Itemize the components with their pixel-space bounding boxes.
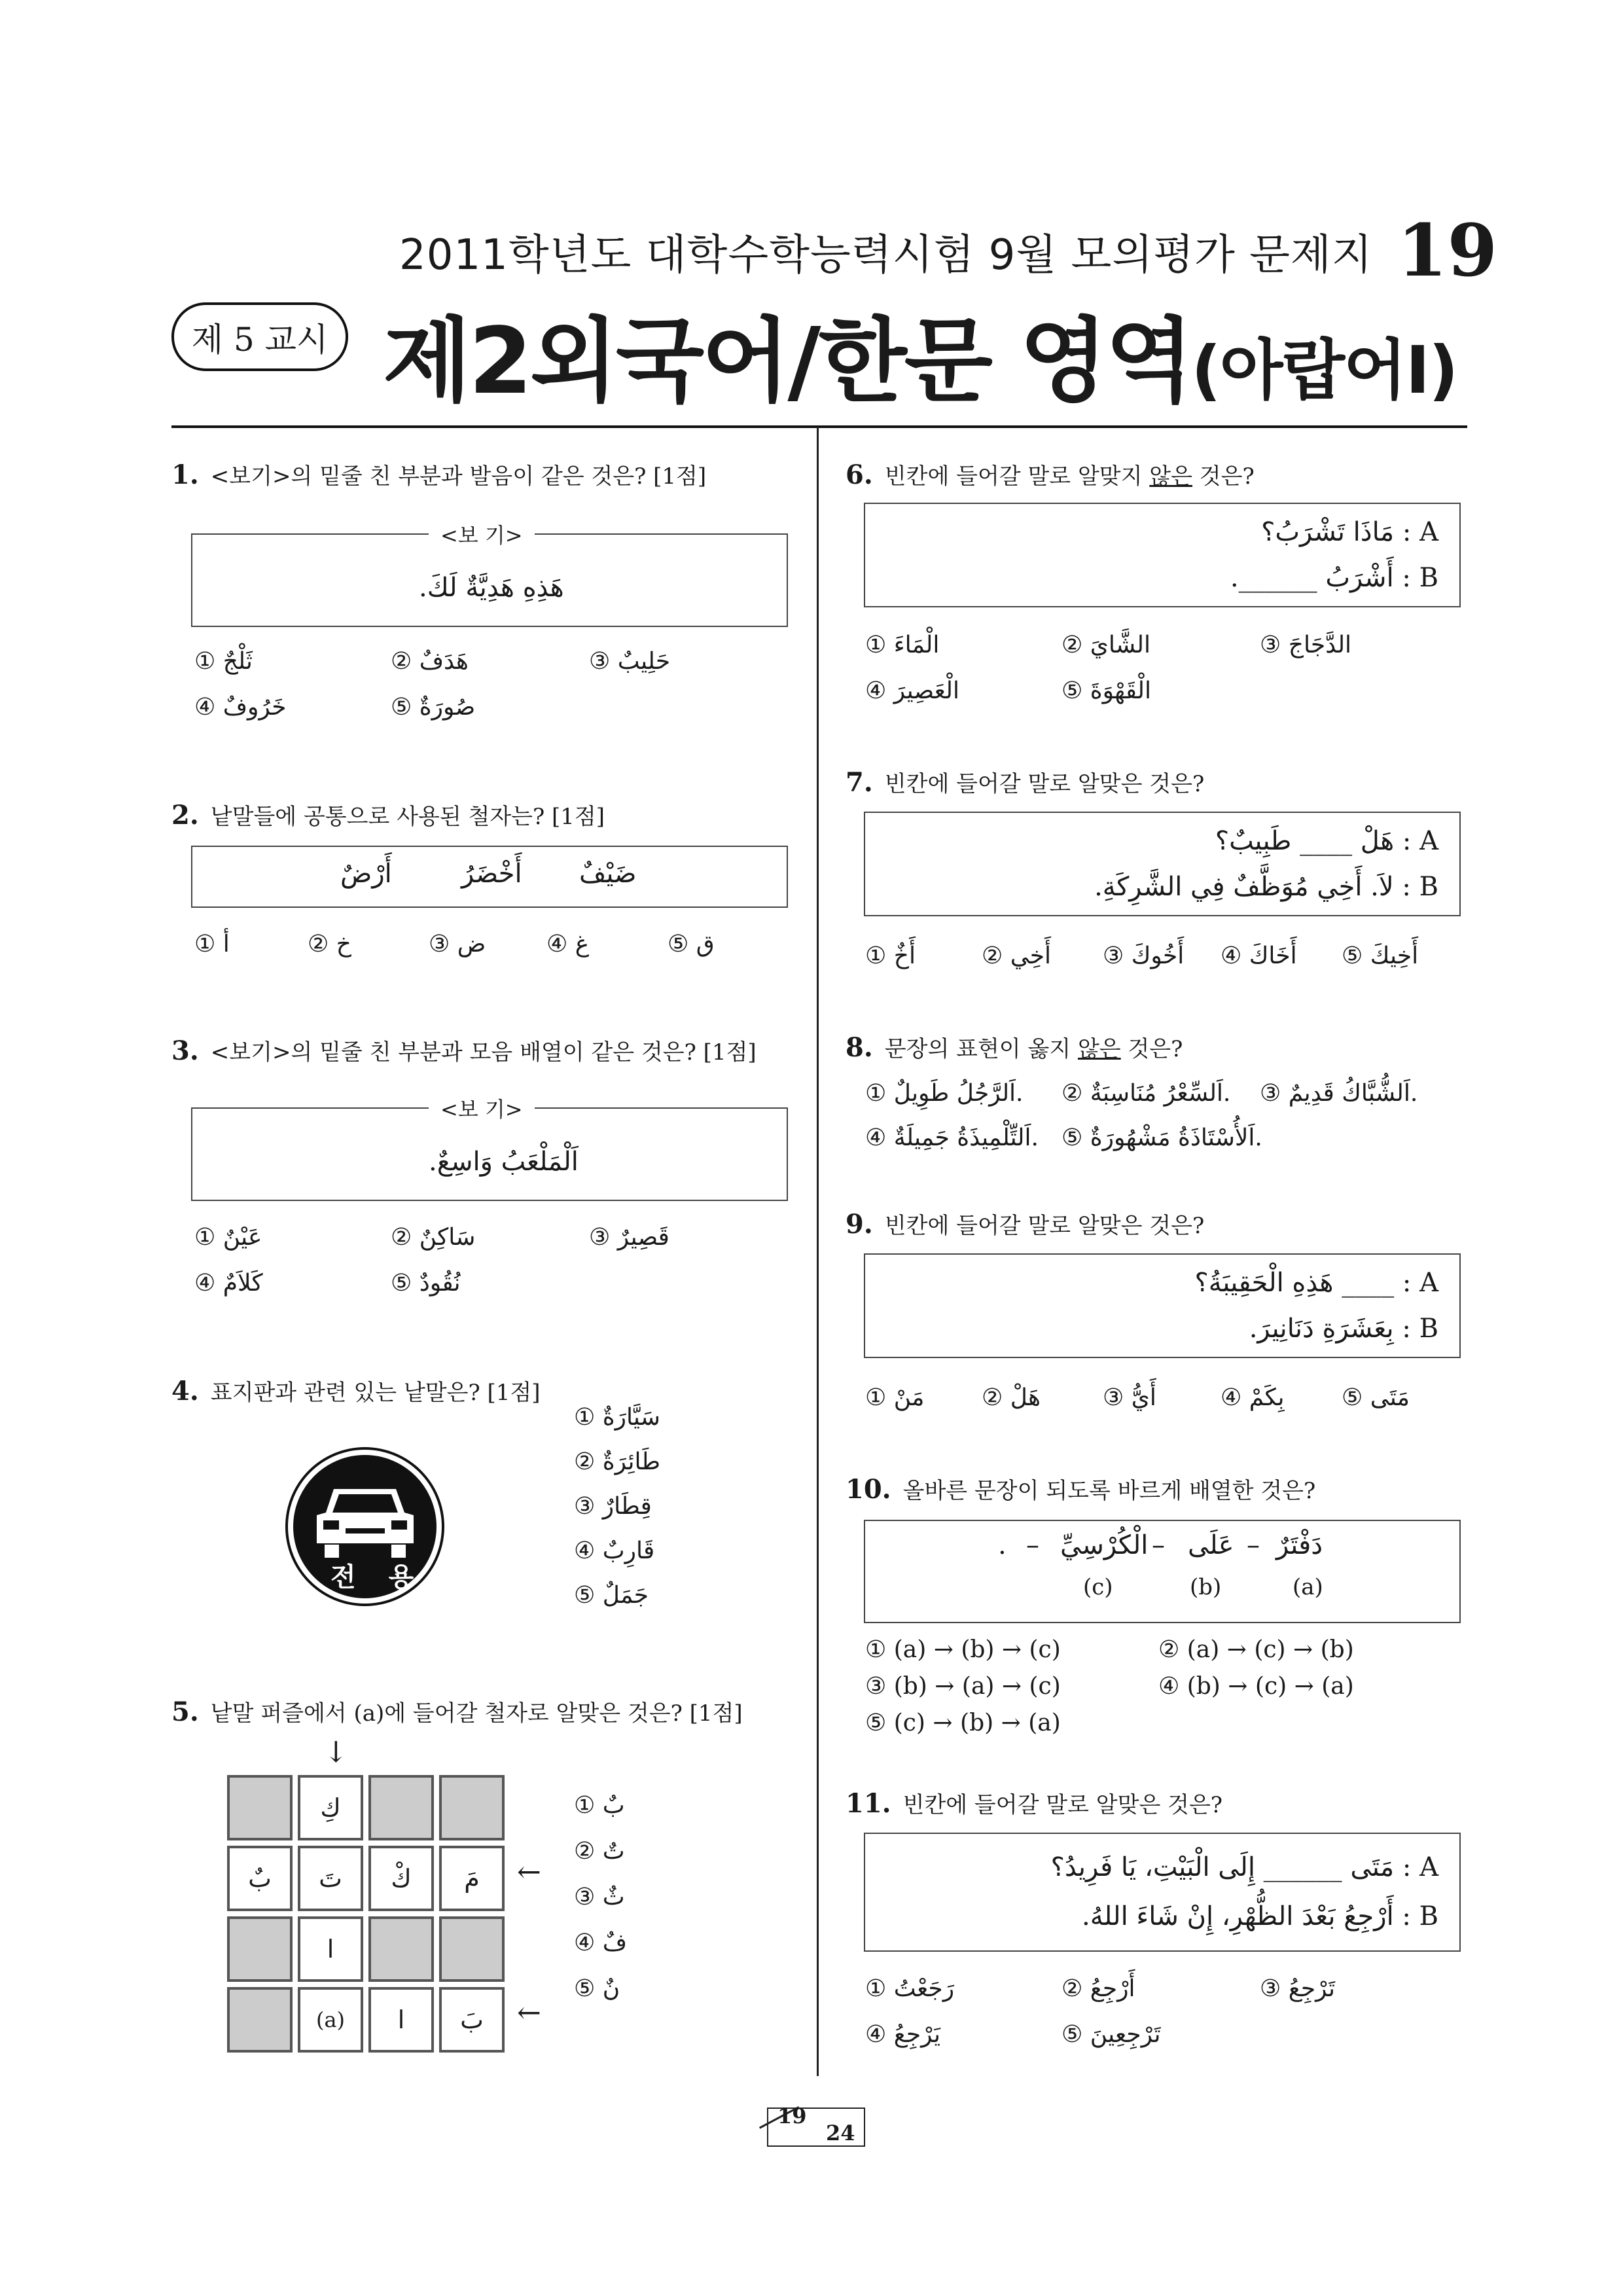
question-number: 1. — [171, 459, 199, 490]
question-text: 올바른 문장이 되도록 바르게 배열한 것은? — [902, 1478, 1316, 1504]
option-3[interactable]: ③ تَرْجِعُ — [1260, 1975, 1336, 2002]
grid-cell — [368, 1775, 434, 1840]
question-5 — [171, 1695, 743, 1727]
word-3: أَرْضٌ — [340, 859, 392, 889]
option-4[interactable]: ④ (b) → (c) → (a) — [1158, 1673, 1354, 1700]
grid-cell — [227, 1987, 293, 2053]
option-2[interactable]: ② طَائِرَةٌ — [574, 1448, 661, 1475]
word-2: أَخْضَرُ — [461, 859, 522, 889]
option-2[interactable]: ② الشَّايَ — [1061, 632, 1150, 658]
option-4[interactable]: ④ كَلاَمٌ — [194, 1270, 263, 1297]
option-5[interactable]: ⑤ نٌ — [574, 1975, 620, 2002]
example-sentence: هَذِهِ هَدِيَّةٌ لَكَ. — [419, 573, 564, 603]
subject-name: 제2외국어/한문 영역 — [383, 308, 1192, 415]
option-4[interactable]: ④ قَارِبٌ — [574, 1537, 655, 1564]
dash: – — [1152, 1530, 1165, 1560]
dash: – — [1247, 1530, 1260, 1560]
option-1[interactable]: ① اَلرَّجُلُ طَوِيلٌ. — [865, 1080, 1024, 1107]
option-1[interactable]: ① سَيَّارَةٌ — [574, 1404, 660, 1431]
option-4[interactable]: ④ اَلتِّلْمِيذَةُ جَمِيلَةٌ. — [865, 1124, 1039, 1151]
question-10 — [846, 1473, 1315, 1505]
word-1: ضَيْفٌ — [579, 859, 637, 889]
question-number: 8. — [846, 1032, 873, 1063]
sign-label: 전 용 — [330, 1562, 426, 1592]
question-text: 빈칸에 들어갈 말로 알맞지 — [884, 463, 1150, 490]
question-text: 낱말 퍼즐에서 (a)에 들어갈 철자로 알맞은 것은? [1점] — [210, 1700, 743, 1727]
option-2[interactable]: ② خ — [308, 931, 351, 958]
question-number: 9. — [846, 1209, 873, 1240]
question-7 — [846, 766, 1204, 798]
option-5[interactable]: ⑤ (c) → (b) → (a) — [865, 1710, 1061, 1736]
question-1 — [171, 458, 706, 490]
question-text: 빈칸에 들어갈 말로 알맞은 것은? — [884, 771, 1205, 797]
question-4 — [171, 1374, 541, 1407]
page-indicator-total: 24 — [826, 2121, 855, 2145]
option-3[interactable]: ③ الدَّجَاجَ — [1260, 632, 1352, 658]
option-2[interactable]: ② هَلْ — [982, 1384, 1041, 1411]
option-3[interactable]: ③ ض — [429, 931, 486, 958]
option-1[interactable]: ① عَيْنٌ — [194, 1224, 262, 1251]
option-3[interactable]: ③ قَصِيرٌ — [589, 1224, 669, 1251]
option-1[interactable]: ① (a) → (b) → (c) — [865, 1636, 1061, 1663]
dialogue-line-a: A : مَتَى ______ إِلَى الْبَيْتِ، يَا فَرِيدُ؟ — [1050, 1852, 1438, 1882]
question-text: 빈칸에 들어갈 말로 알맞은 것은? — [902, 1792, 1223, 1818]
word-c: الْكُرْسِيِّ — [1060, 1530, 1149, 1560]
column-divider — [817, 427, 819, 2076]
example-box-legend: <보 기> — [429, 519, 535, 549]
example-sentence: اَلْمَلْعَبُ وَاسِعٌ. — [429, 1147, 579, 1177]
option-3[interactable]: ③ قِطَارٌ — [574, 1493, 652, 1520]
option-3[interactable]: ③ ثٌ — [574, 1884, 625, 1910]
option-5[interactable]: ⑤ نُقُودٌ — [391, 1270, 461, 1297]
question-11 — [846, 1787, 1222, 1819]
grid-cell: بٌ — [227, 1846, 293, 1911]
question-text-end: 것은? — [1192, 463, 1255, 490]
question-text: 낱말들에 공통으로 사용된 철자는? [1점] — [210, 804, 605, 830]
option-2[interactable]: ② سَاكِنٌ — [391, 1224, 476, 1251]
option-3[interactable]: ③ أَيُّ — [1103, 1384, 1156, 1411]
option-1[interactable]: ① بٌ — [574, 1792, 625, 1819]
question-6 — [846, 458, 1255, 490]
option-4[interactable]: ④ بِكَمْ — [1221, 1384, 1285, 1411]
option-2[interactable]: ② اَلسِّعْرُ مُنَاسِبَةٌ. — [1061, 1080, 1231, 1107]
question-9 — [846, 1208, 1204, 1240]
question-text-end: 것은? — [1120, 1036, 1183, 1062]
page-number: 19 — [1397, 208, 1498, 293]
option-1[interactable]: ① الْمَاءَ — [865, 632, 940, 658]
option-5[interactable]: ⑤ أَخِيكَ — [1342, 942, 1419, 969]
arrow-left-icon: ← — [517, 1996, 541, 2030]
dialogue-line-b: B : أَرْجِعُ بَعْدَ الظُّهْرِ، إِنْ شَاءَ اللهُ. — [1082, 1901, 1438, 1931]
exam-title: 2011학년도 대학수학능력시험 9월 모의평가 문제지 — [399, 231, 1373, 279]
question-text: <보기>의 밑줄 친 부분과 모음 배열이 같은 것은? [1점] — [210, 1039, 757, 1066]
option-1[interactable]: ① مَنْ — [865, 1384, 925, 1411]
question-number: 10. — [846, 1474, 891, 1505]
grid-cell: كِ — [298, 1775, 363, 1840]
option-5[interactable]: ⑤ اَلأُسْتَاذَةُ مَشْهُورَةٌ. — [1061, 1124, 1262, 1151]
option-5[interactable]: ⑤ تَرْجِعِينَ — [1061, 2021, 1161, 2048]
question-number: 11. — [846, 1788, 891, 1819]
option-1[interactable]: ① ثَلْجٌ — [194, 648, 253, 675]
label-a: (a) — [1293, 1574, 1323, 1600]
option-5[interactable]: ⑤ صُورَةٌ — [391, 694, 476, 721]
dialogue-box — [864, 1833, 1461, 1952]
dash: – — [1026, 1530, 1039, 1560]
option-5[interactable]: ⑤ الْقَهْوَةَ — [1061, 677, 1151, 704]
question-text-emphasis: 않은 — [1077, 1036, 1121, 1062]
grid-cell — [439, 1916, 505, 1982]
dialogue-line-a: A : ____ هَذِهِ الْحَقِيبَةُ؟ — [1194, 1268, 1438, 1298]
grid-cell — [227, 1775, 293, 1840]
label-c: (c) — [1083, 1574, 1113, 1600]
question-number: 5. — [171, 1696, 199, 1727]
period-badge: 제 5 교시 — [171, 302, 348, 371]
subject-title — [383, 288, 1457, 420]
option-2[interactable]: ② هَدَفٌ — [391, 648, 469, 675]
grid-cell: ا — [298, 1916, 363, 1982]
option-2[interactable]: ② (a) → (c) → (b) — [1158, 1636, 1354, 1663]
grid-cell: تَ — [298, 1846, 363, 1911]
grid-cell: ا — [368, 1987, 434, 2053]
question-text: 빈칸에 들어갈 말로 알맞은 것은? — [884, 1213, 1205, 1239]
dialogue-line-a: A : مَاذَا تَشْرَبُ؟ — [1261, 517, 1438, 547]
option-2[interactable]: ② تٌ — [574, 1838, 625, 1865]
question-number: 2. — [171, 800, 199, 831]
subject-language: (아랍어Ⅰ) — [1191, 332, 1457, 408]
arrow-left-icon: ← — [517, 1856, 541, 1889]
option-4[interactable]: ④ أَخَاكَ — [1221, 942, 1297, 969]
grid-cell-answer: (a) — [298, 1987, 363, 2053]
option-3[interactable]: ③ أَخُوكَ — [1103, 942, 1185, 969]
question-number: 6. — [846, 459, 873, 490]
option-1[interactable]: ① رَجَعْتُ — [865, 1975, 955, 2002]
option-2[interactable]: ② أَرْجِعُ — [1061, 1975, 1135, 2002]
arrow-down-icon: ↓ — [324, 1736, 348, 1769]
grid-cell: بَ — [439, 1987, 505, 2053]
grid-cell: مَ — [439, 1846, 505, 1911]
question-number: 7. — [846, 767, 873, 798]
option-4[interactable]: ④ الْعَصِيرَ — [865, 677, 960, 704]
option-3[interactable]: ③ اَلشُّبَّاكُ قَدِيمٌ. — [1260, 1080, 1418, 1107]
option-5[interactable]: ⑤ مَتَى — [1342, 1384, 1410, 1411]
page-indicator-current: 19 — [777, 2104, 807, 2128]
option-4[interactable]: ④ غ — [546, 931, 590, 958]
option-4[interactable]: ④ فٌ — [574, 1929, 628, 1956]
dialogue-line-b: B : بِعَشَرَةِ دَنَانِيرَ. — [1249, 1314, 1438, 1344]
question-3 — [171, 1034, 757, 1066]
dialogue-line-a: A : هَلْ ____ طَبِيبٌ؟ — [1215, 826, 1438, 856]
label-b: (b) — [1190, 1574, 1222, 1600]
question-text: <보기>의 밑줄 친 부분과 발음이 같은 것은? [1점] — [210, 463, 707, 490]
option-2[interactable]: ② أَخِي — [982, 942, 1051, 969]
word-b: عَلَى — [1188, 1530, 1234, 1560]
dialogue-line-b: B : أَشْرَبُ ______. — [1230, 563, 1438, 593]
option-5[interactable]: ⑤ ق — [668, 931, 715, 958]
option-3[interactable]: ③ حَلِيبٌ — [589, 648, 671, 675]
option-1[interactable]: ① أَخٌ — [865, 942, 916, 969]
option-4[interactable]: ④ خَرُوفٌ — [194, 694, 287, 721]
question-text: 문장의 표현이 옳지 — [884, 1036, 1078, 1062]
question-text: 표지판과 관련 있는 낱말은? [1점] — [210, 1380, 541, 1406]
question-text-emphasis: 않은 — [1149, 463, 1192, 490]
example-box-legend: <보 기> — [429, 1093, 535, 1123]
question-2 — [171, 798, 605, 831]
dialogue-line-b: B : لاَ. أَخِي مُوَظَّفٌ فِي الشَّرِكَةِ. — [1094, 872, 1438, 902]
grid-cell — [368, 1916, 434, 1982]
question-number: 3. — [171, 1035, 199, 1066]
header-rule — [171, 425, 1467, 428]
option-3[interactable]: ③ (b) → (a) → (c) — [865, 1673, 1061, 1700]
question-number: 4. — [171, 1376, 199, 1407]
option-1[interactable]: ① أ — [194, 931, 230, 958]
grid-cell — [439, 1775, 505, 1840]
question-8 — [846, 1031, 1183, 1063]
period: . — [998, 1530, 1007, 1560]
grid-cell — [227, 1916, 293, 1982]
word-a: دَفْتَرٌ — [1276, 1530, 1323, 1560]
option-4[interactable]: ④ يَرْجِعُ — [865, 2021, 941, 2048]
option-5[interactable]: ⑤ جَمَلٌ — [574, 1582, 649, 1609]
grid-cell: كْ — [368, 1846, 434, 1911]
